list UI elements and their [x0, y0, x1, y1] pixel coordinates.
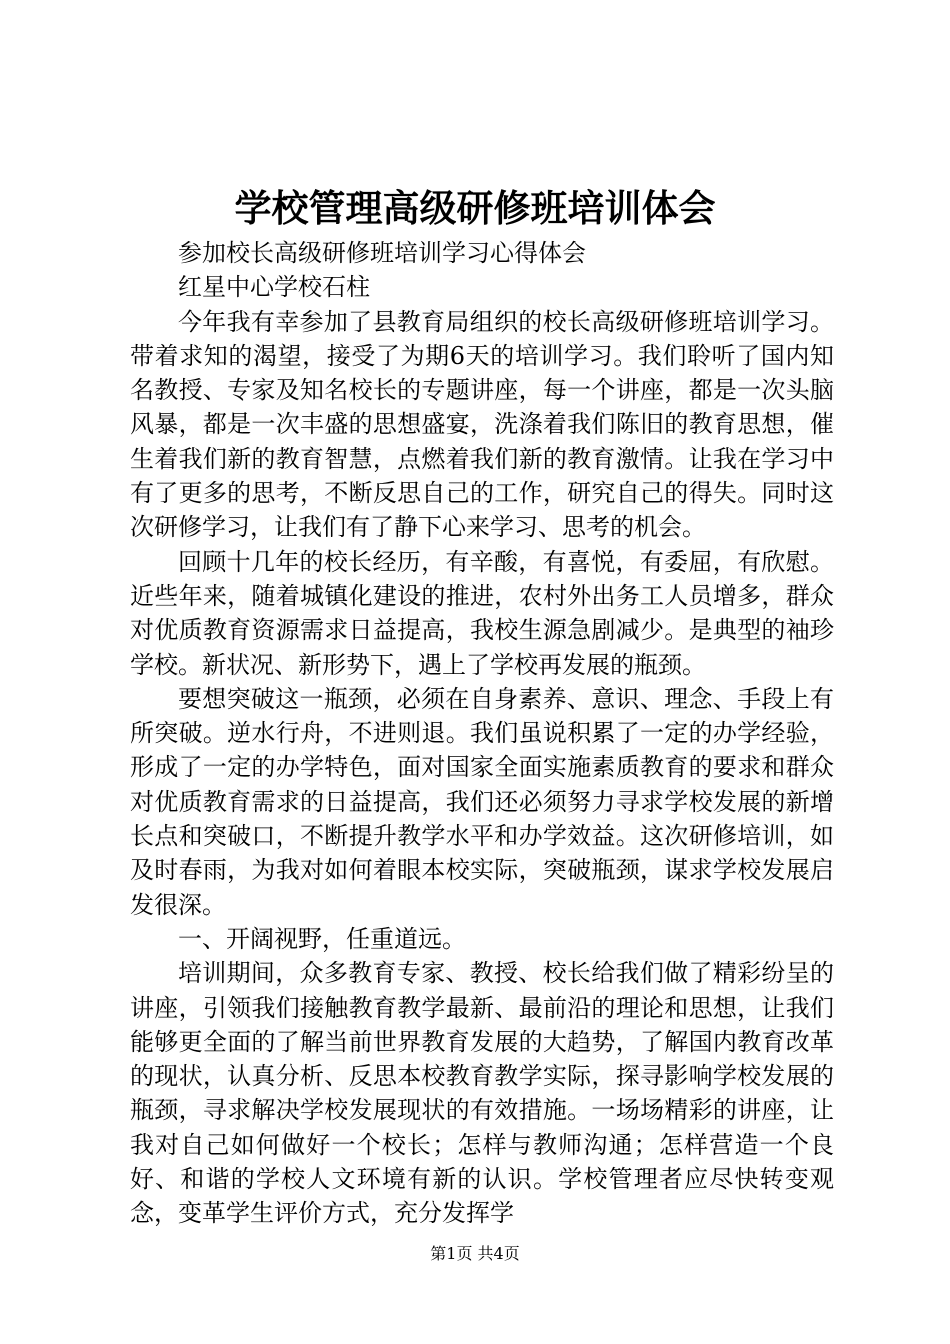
- document-title: 学校管理高级研修班培训体会: [234, 186, 716, 230]
- body-paragraph: 今年我有幸参加了县教育局组织的校长高级研修班培训学习。带着求知的渴望，接受了为期6天的培训学习。我们聆听了国内知名教授、专家及知名校长的专题讲座，每一个讲座，都是一次头脑风暴，都是一次丰盛的思想盛宴，洗涤着我们陈旧的教育思想，催生着我们新的教育智慧，点燃着我们新的教育激情。让我在学习中有了更多的思考，不断反思自己的工作，研究自己的得失。同时这次研修学习，让我们有了静下心来学习、思考的机会。: [130, 307, 834, 542]
- body-paragraph: 要想突破这一瓶颈，必须在自身素养、意识、理念、手段上有所突破。逆水行舟，不进则退。我们虽说积累了一定的办学经验，形成了一定的办学特色，面对国家全面实施素质教育的要求和群众对优质教育需求的日益提高，我们还必须努力寻求学校发展的新增长点和突破口，不断提升教学水平和办学效益。这次研修培训，如及时春雨，为我对如何着眼本校实际，突破瓶颈，谋求学校发展启发很深。: [130, 684, 834, 919]
- page-number-footer: 第1页 共4页: [430, 1244, 520, 1263]
- subtitle-paragraph: 参加校长高级研修班培训学习心得体会: [178, 239, 586, 267]
- body-paragraph: 培训期间，众多教育专家、教授、校长给我们做了精彩纷呈的讲座，引领我们接触教育教学最新、最前沿的理论和思想，让我们能够更全面的了解当前世界教育发展的大趋势，了解国内教育改革的现状，认真分析、反思本校教育教学实际，探寻影响学校发展的瓶颈，寻求解决学校发展现状的有效措施。一场场精彩的讲座，让我对自己如何做好一个校长；怎样与教师沟通；怎样营造一个良好、和谐的学校人文环境有新的认识。学校管理者应尽快转变观念，变革学生评价方式，充分发挥学: [130, 959, 834, 1228]
- document-body: [130, 236, 834, 1231]
- author-line: 红星中心学校石柱: [178, 273, 370, 302]
- section-heading: 一、开阔视野，任重道远。: [178, 924, 466, 953]
- body-paragraph: 回顾十几年的校长经历，有辛酸，有喜悦，有委屈，有欣慰。近些年来，随着城镇化建设的推进，农村外出务工人员增多，群众对优质教育资源需求日益提高，我校生源急剧减少。是典型的袖珍学校。新状况、新形势下，遇上了学校再发展的瓶颈。: [130, 547, 834, 679]
